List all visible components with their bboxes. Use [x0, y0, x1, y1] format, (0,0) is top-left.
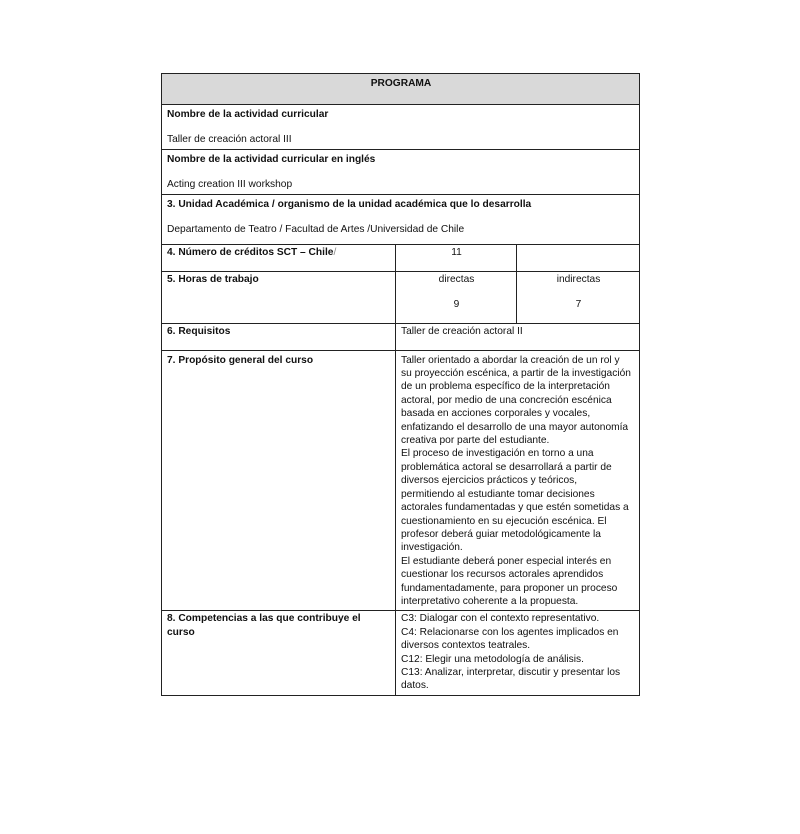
requirements-row — [162, 323, 640, 350]
requirements-value: Taller de creación actoral II — [396, 323, 640, 350]
program-table — [161, 73, 640, 696]
name-en-value: Acting creation III workshop — [167, 179, 293, 191]
credits-suffix: / — [333, 246, 337, 258]
name-label: Nombre de la actividad curricular — [167, 109, 329, 120]
program-header: PROGRAMA — [162, 74, 640, 105]
unit-row — [162, 194, 640, 244]
hours-direct-value: 9 — [453, 299, 460, 311]
hours-indirect-label: indirectas — [556, 273, 601, 285]
name-en-row — [162, 149, 640, 194]
program-page — [161, 73, 639, 696]
name-value: Taller de creación actoral III — [167, 134, 292, 146]
unit-label: 3. Unidad Académica / organismo de la unidad académica que lo desarrolla — [167, 198, 532, 210]
hours-indirect-value: 7 — [575, 299, 582, 311]
competency-item: C3: Dialogar con el contexto representativo. — [401, 613, 600, 625]
unit-value: Departamento de Teatro / Facultad de Artes /Universidad de Chile — [167, 224, 465, 236]
competency-item: C13: Analizar, interpretar, discutir y presentar los datos. — [401, 666, 621, 692]
hours-direct-label: directas — [438, 273, 475, 285]
credits-value: 11 — [396, 244, 517, 271]
competency-item: C4: Relacionarse con los agentes implicados en diversos contextos teatrales. — [401, 626, 619, 652]
header-row — [162, 74, 640, 105]
hours-label: 5. Horas de trabajo — [167, 273, 259, 285]
credits-label: 4. Número de créditos SCT – Chile — [167, 246, 334, 258]
purpose-row — [162, 350, 640, 611]
purpose-text — [396, 350, 640, 611]
competencies-row — [162, 611, 640, 695]
competency-item: C12: Elegir una metodología de análisis. — [401, 653, 584, 665]
name-en-label: Nombre de la actividad curricular en inglés — [167, 153, 376, 165]
competencies-label: 8. Competencias a las que contribuye el curso — [167, 613, 361, 638]
hours-row — [162, 271, 640, 323]
purpose-label: 7. Propósito general del curso — [167, 354, 314, 366]
credits-empty — [517, 244, 640, 271]
purpose-paragraph: El estudiante deberá poner especial interés en cuestionar los recursos actorales aprendidos fundamentadamente, para proponer un proceso interpretativo coherente a la propuesta. — [401, 555, 618, 607]
purpose-paragraph: El proceso de investigación en torno a una problemática actoral se desarrollará a partir de diversos ejercicios prácticos y teóricos, permitiendo al estudiante tomar decisiones actorales fundamentadas y que estén sometidas a cuestionamiento en su ejecución escénica. El profesor deberá guiar metodológicamente la investigación. — [401, 448, 629, 554]
name-row — [162, 105, 640, 150]
requirements-label: 6. Requisitos — [167, 325, 231, 337]
purpose-paragraph: Taller orientado a abordar la creación de un rol y su proyección escénica, a partir de la investigación de un problema específico de la interpretación actoral, por medio de una concreción escénica basada en acciones corporales y vocales, enfatizando el desarrollo de una mayor autonomía creativa por parte del estudiante. — [401, 354, 631, 447]
credits-row — [162, 244, 640, 271]
competencies-list — [396, 611, 640, 695]
